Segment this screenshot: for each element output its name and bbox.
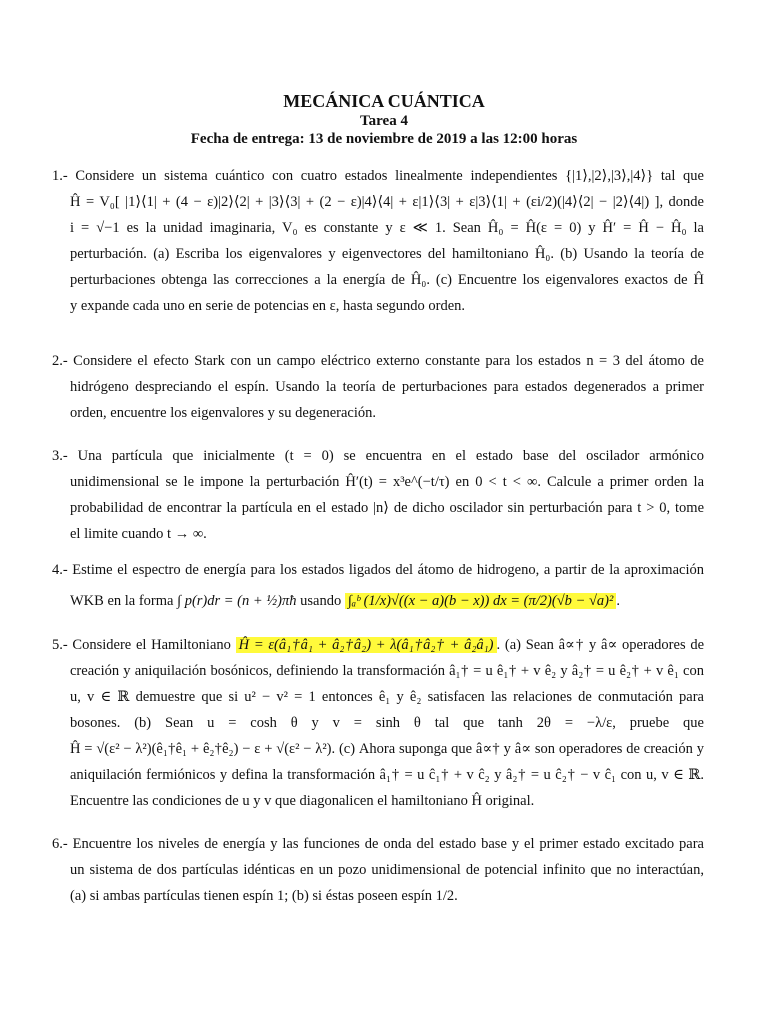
problem-line: (a) si ambas partículas tienen espín 1; (b) si éstas poseen espín 1/2.: [70, 888, 458, 904]
problem-5-intro-end: . (a) Sean â∝† y â∝ operadores de: [496, 637, 705, 653]
problem-line: 3.- Una partícula que inicialmente (t = 0) se encuentra en el estado base del oscilador armónico: [52, 448, 704, 464]
problem-line: [52, 632, 704, 658]
problem-line: hidrógeno despreciando el espín. Usando la teoría de perturbaciones para estados degenerados a primer: [70, 379, 704, 395]
due-date: Fecha de entrega: 13 de noviembre de 2019 a las 12:00 horas: [190, 131, 578, 147]
problem-line: i = √−1 es la unidad imaginaria, V₀ es constante y ε ≪ 1. Sean Ĥ₀ = Ĥ(ε = 0) y Ĥ′ = Ĥ − Ĥ₀ la: [70, 220, 704, 236]
wkb-prefix: WKB en la forma: [70, 593, 174, 609]
problem-line: creación y aniquilación bosónicos, definiendo la transformación â₁† = u ê₁† + v ê₂ y â₂† = u ê₂† + v ê₁ con: [70, 663, 704, 679]
problem-line: 2.- Considere el efecto Stark con un campo eléctrico externo constante para los estados n = 3 del átomo de: [52, 353, 704, 369]
page-title: MECÁNICA CUÁNTICA: [283, 91, 485, 111]
highlighted-integral: ∫ₐᵇ (1/x)√((x − a)(b − x)) dx = (π/2)(√b − √a)²: [345, 593, 616, 609]
problem-line: unidimensional se le impone la perturbación Ĥ′(t) = x³e^(−t/τ) en 0 < t < ∞. Calcule a primer orden la: [70, 474, 704, 490]
wkb-quantization-formula: ∫ p(r)dr = (n + ½)πħ: [177, 593, 297, 609]
wkb-mid-text: usando: [300, 593, 342, 609]
problem-5: [52, 632, 704, 814]
problem-line: un sistema de dos partículas idénticas en un pozo unidimensional de potencial infinito que no interactúan,: [70, 862, 704, 878]
document-header: [0, 90, 768, 148]
problem-2: [52, 348, 704, 426]
assignment-number: Tarea 4: [360, 113, 408, 129]
problem-5-intro: 5.- Considere el Hamiltoniano: [52, 637, 231, 653]
problem-line: Encuentre las condiciones de u y v que diagonalicen el hamiltoniano Ĥ original.: [70, 793, 535, 809]
problem-1: [52, 163, 704, 319]
problem-line: perturbaciones obtenga las correcciones a la energía de Ĥ₀. (c) Encuentre los eigenvalores exactos de Ĥ: [70, 272, 704, 288]
problem-line: el limite cuando t → ∞.: [70, 526, 207, 542]
problem-3: [52, 443, 704, 547]
wkb-line: [52, 583, 704, 619]
problem-line: Ĥ = V₀[ |1⟩⟨1| + (4 − ε)|2⟩⟨2| + |3⟩⟨3| + (2 − ε)|4⟩⟨4| + ε|1⟩⟨3| + ε|3⟩⟨1| + (εi/2)(|4⟩⟨2| − |2⟩⟨4|) ], donde: [70, 194, 704, 210]
problem-line: Ĥ = √(ε² − λ²)(ê₁†ê₁ + ê₂†ê₂) − ε + √(ε² − λ²). (c) Ahora suponga que â∝† y â∝ son operadores de creación y: [70, 741, 704, 757]
highlighted-hamiltonian: Ĥ = ε(â₁†â₁ + â₂†â₂) + λ(â₁†â₂† + â₂â₁): [236, 637, 497, 653]
problem-line: 6.- Encuentre los niveles de energía y las funciones de onda del estado base y el primer estado excitado para: [52, 836, 704, 852]
problem-line: aniquilación fermiónicos y defina la transformación â₁† = u ĉ₁† + v ĉ₂ y â₂† = u ĉ₂† − v ĉ₁ con u, v ∈ ℝ.: [70, 767, 704, 783]
problem-line: u, v ∈ ℝ demuestre que si u² − v² = 1 entonces ê₁ y ê₂ satisfacen las relaciones de conmutación para: [70, 689, 704, 705]
problem-line: 4.- Estime el espectro de energía para los estados ligados del átomo de hidrogeno, a partir de la aproximación: [52, 562, 704, 578]
problem-4: [52, 557, 704, 619]
problem-line: perturbación. (a) Escriba los eigenvalores y eigenvectores del hamiltoniano Ĥ₀. (b) Usando la teoría de: [70, 246, 704, 262]
problem-line: bosones. (b) Sean u = cosh θ y v = sinh θ tal que tanh 2θ = −λ/ε, pruebe que: [70, 715, 704, 731]
problem-line: 1.- Considere un sistema cuántico con cuatro estados linealmente independientes {|1⟩,|2⟩,|3⟩,|4⟩} tal que: [52, 168, 704, 184]
problem-6: [52, 831, 704, 909]
problem-line: y expande cada uno en serie de potencias en ε, hasta segundo orden.: [70, 298, 466, 314]
wkb-end: .: [616, 593, 620, 609]
problem-line: orden, encuentre los eigenvalores y su degeneración.: [70, 405, 376, 421]
problem-line: probabilidad de encontrar la partícula en el estado |n⟩ de dicho oscilador sin perturbación para t > 0, tome: [70, 500, 704, 516]
